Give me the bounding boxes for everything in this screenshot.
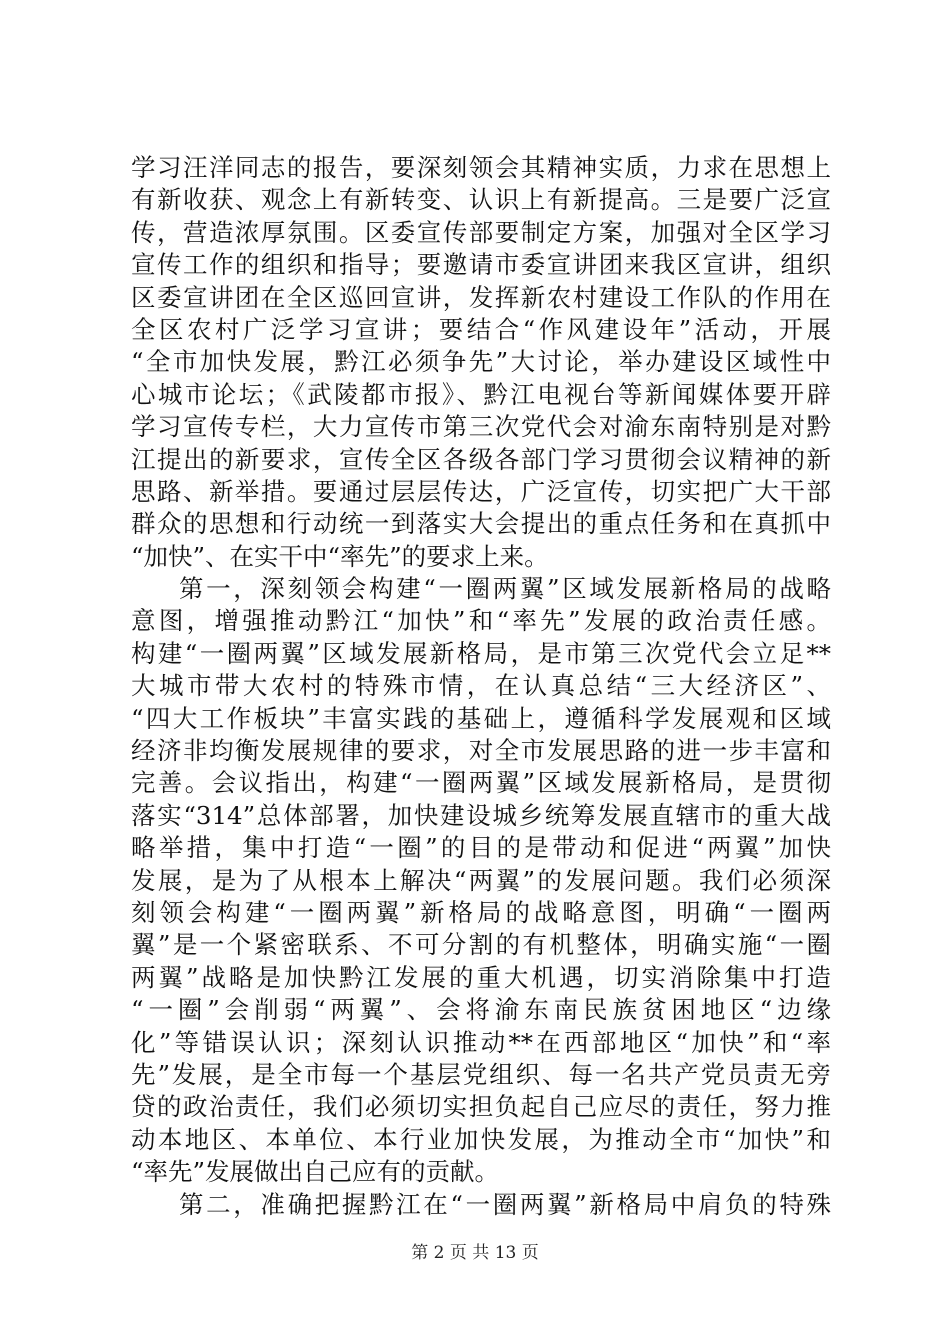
text-line: 思路、新举措。要通过层层传达，广泛宣传，切实把广大干部 [131,476,831,506]
paragraph-end-line: “加快”、在实干中“率先”的要求上来。 [131,541,549,571]
text-line: “全市加快发展，黔江必须争先”大讨论，举办建设区域性中 [131,347,831,377]
text-line: 传，营造浓厚氛围。区委宣传部要制定方案，加强对全区学习 [131,217,831,247]
paragraph-end-line: “率先”发展做出自己应有的贡献。 [131,1157,500,1187]
text-line: 意图，增强推动黔江“加快”和“率先”发展的政治责任感。 [131,606,831,636]
text-line: 群众的思想和行动统一到落实大会提出的重点任务和在真抓中 [131,509,831,539]
text-line: 全区农村广泛学习宣讲；要结合“作风建设年”活动，开展 [131,314,831,344]
text-line: 贷的政治责任，我们必须切实担负起自己应尽的责任，努力推 [131,1092,831,1122]
paragraph-first-line: 第二，准确把握黔江在“一圈两翼”新格局中肩负的特殊 [179,1189,831,1219]
text-line: 刻领会构建“一圈两翼”新格局的战略意图，明确“一圈两 [131,897,831,927]
text-line: 宣传工作的组织和指导；要邀请市委宣讲团来我区宣讲，组织 [131,250,831,280]
text-line: 经济非均衡发展规律的要求，对全市发展思路的进一步丰富和 [131,736,831,766]
text-line: 两翼”战略是加快黔江发展的重大机遇，切实消除集中打造 [131,962,831,992]
text-line: “一圈”会削弱“两翼”、会将渝东南民族贫困地区“边缘 [131,995,831,1025]
text-line: 学习宣传专栏，大力宣传市第三次党代会对渝东南特别是对黔 [131,412,831,442]
page-footer: 第 2 页 共 13 页 [411,1243,539,1263]
text-line: 动本地区、本单位、本行业加快发展，为推动全市“加快”和 [131,1124,831,1154]
text-line: 有新收获、观念上有新转变、认识上有新提高。三是要广泛宣 [131,185,831,215]
body-text [131,152,831,1221]
text-line: 先”发展，是全市每一个基层党组织、每一名共产党员责无旁 [131,1059,831,1089]
text-line: 区委宣讲团在全区巡回宣讲，发挥新农村建设工作队的作用在 [131,282,831,312]
text-line: 江提出的新要求，宣传全区各级各部门学习贯彻会议精神的新 [131,444,831,474]
text-line: 化”等错误认识；深刻认识推动**在西部地区“加快”和“率 [131,1027,831,1057]
text-line: 翼”是一个紧密联系、不可分割的有机整体，明确实施“一圈 [131,930,831,960]
text-line: 略举措，集中打造“一圈”的目的是带动和促进“两翼”加快 [131,833,831,863]
text-line: 心城市论坛；《武陵都市报》、黔江电视台等新闻媒体要开辟 [131,379,831,409]
text-line: 完善。会议指出，构建“一圈两翼”区域发展新格局，是贯彻 [131,768,831,798]
text-line: 落实“314”总体部署，加快建设城乡统筹发展直辖市的重大战 [131,800,831,830]
text-line: 构建“一圈两翼”区域发展新格局，是市第三次党代会立足** [131,638,831,668]
text-line: 发展，是为了从根本上解决“两翼”的发展问题。我们必须深 [131,865,831,895]
paragraph-first-line: 第一，深刻领会构建“一圈两翼”区域发展新格局的战略 [179,574,831,604]
text-line: “四大工作板块”丰富实践的基础上，遵循科学发展观和区域 [131,703,831,733]
text-line: 学习汪洋同志的报告，要深刻领会其精神实质，力求在思想上 [131,153,831,182]
text-line: 大城市带大农村的特殊市情，在认真总结“三大经济区”、 [131,671,831,701]
